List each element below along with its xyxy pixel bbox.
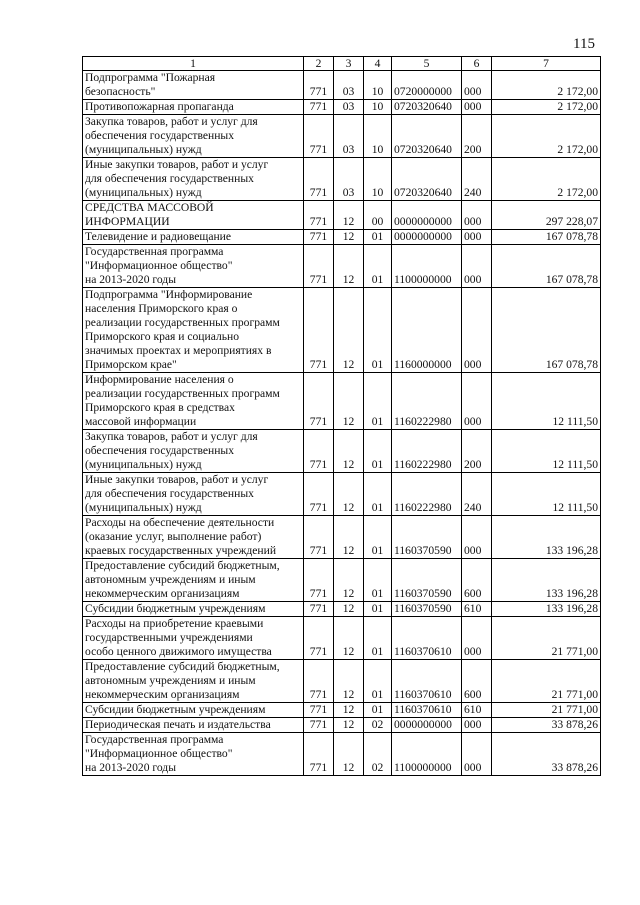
section-code-cell: 12 [334, 373, 364, 430]
item-name-cell: Подпрограмма "Информирование населения Приморского края о реализации государственных программ Приморского края и социально значимых проектах и мероприятиях в Приморском крае" [83, 288, 304, 373]
table-row [83, 602, 601, 617]
target-article-code-cell: 0000000000 [392, 230, 462, 245]
item-name-cell: СРЕДСТВА МАССОВОЙ ИНФОРМАЦИИ [83, 201, 304, 230]
ministry-code-cell: 771 [304, 660, 334, 703]
table-row [83, 115, 601, 158]
expense-type-code-cell: 600 [462, 660, 492, 703]
expense-type-code-cell: 000 [462, 718, 492, 733]
item-name-cell: Государственная программа "Информационное общество" на 2013-2020 годы [83, 733, 304, 776]
table-row [83, 245, 601, 288]
amount-cell: 133 196,28 [492, 602, 601, 617]
expense-type-code-cell: 000 [462, 230, 492, 245]
table-row [83, 733, 601, 776]
subsection-code-cell: 01 [364, 516, 392, 559]
section-code-cell: 12 [334, 718, 364, 733]
page-number: 115 [573, 36, 595, 52]
target-article-code-cell: 0720320640 [392, 115, 462, 158]
subsection-code-cell: 01 [364, 473, 392, 516]
item-name-cell: Телевидение и радиовещание [83, 230, 304, 245]
item-name-cell: Закупка товаров, работ и услуг для обеспечения государственных (муниципальных) нужд [83, 115, 304, 158]
expense-type-code-cell: 000 [462, 71, 492, 100]
column-header-6: 6 [462, 57, 492, 71]
subsection-code-cell: 10 [364, 115, 392, 158]
ministry-code-cell: 771 [304, 288, 334, 373]
target-article-code-cell: 1160222980 [392, 430, 462, 473]
item-name-cell: Предоставление субсидий бюджетным, автономным учреждениям и иным некоммерческим организациям [83, 559, 304, 602]
subsection-code-cell: 01 [364, 288, 392, 373]
target-article-code-cell: 1100000000 [392, 245, 462, 288]
amount-cell: 33 878,26 [492, 733, 601, 776]
table-row [83, 617, 601, 660]
subsection-code-cell: 01 [364, 230, 392, 245]
table-row [83, 430, 601, 473]
section-code-cell: 12 [334, 703, 364, 718]
table-row [83, 559, 601, 602]
ministry-code-cell: 771 [304, 559, 334, 602]
amount-cell: 21 771,00 [492, 617, 601, 660]
target-article-code-cell: 0000000000 [392, 718, 462, 733]
expense-type-code-cell: 200 [462, 115, 492, 158]
item-name-cell: Информирование населения о реализации государственных программ Приморского края в средствах массовой информации [83, 373, 304, 430]
table-row [83, 718, 601, 733]
target-article-code-cell: 0000000000 [392, 201, 462, 230]
section-code-cell: 12 [334, 473, 364, 516]
column-header-7: 7 [492, 57, 601, 71]
expense-type-code-cell: 000 [462, 373, 492, 430]
amount-cell: 2 172,00 [492, 115, 601, 158]
subsection-code-cell: 01 [364, 559, 392, 602]
ministry-code-cell: 771 [304, 617, 334, 660]
ministry-code-cell: 771 [304, 602, 334, 617]
amount-cell: 2 172,00 [492, 158, 601, 201]
subsection-code-cell: 01 [364, 373, 392, 430]
column-header-1: 1 [83, 57, 304, 71]
item-name-cell: Подпрограмма "Пожарная безопасность" [83, 71, 304, 100]
item-name-cell: Государственная программа "Информационное общество" на 2013-2020 годы [83, 245, 304, 288]
amount-cell: 21 771,00 [492, 703, 601, 718]
amount-cell: 167 078,78 [492, 230, 601, 245]
target-article-code-cell: 0720000000 [392, 71, 462, 100]
section-code-cell: 12 [334, 201, 364, 230]
section-code-cell: 12 [334, 288, 364, 373]
item-name-cell: Закупка товаров, работ и услуг для обеспечения государственных (муниципальных) нужд [83, 430, 304, 473]
item-name-cell: Противопожарная пропаганда [83, 100, 304, 115]
table-row [83, 373, 601, 430]
amount-cell: 2 172,00 [492, 100, 601, 115]
ministry-code-cell: 771 [304, 158, 334, 201]
section-code-cell: 03 [334, 158, 364, 201]
amount-cell: 167 078,78 [492, 288, 601, 373]
item-name-cell: Периодическая печать и издательства [83, 718, 304, 733]
ministry-code-cell: 771 [304, 201, 334, 230]
amount-cell: 2 172,00 [492, 71, 601, 100]
target-article-code-cell: 1160370610 [392, 703, 462, 718]
expense-type-code-cell: 200 [462, 430, 492, 473]
section-code-cell: 03 [334, 115, 364, 158]
ministry-code-cell: 771 [304, 71, 334, 100]
expense-type-code-cell: 610 [462, 602, 492, 617]
section-code-cell: 12 [334, 660, 364, 703]
budget-table [82, 56, 601, 776]
expense-type-code-cell: 000 [462, 516, 492, 559]
amount-cell: 21 771,00 [492, 660, 601, 703]
amount-cell: 12 111,50 [492, 430, 601, 473]
target-article-code-cell: 1160370590 [392, 602, 462, 617]
expense-type-code-cell: 600 [462, 559, 492, 602]
target-article-code-cell: 0720320640 [392, 100, 462, 115]
ministry-code-cell: 771 [304, 473, 334, 516]
section-code-cell: 12 [334, 733, 364, 776]
item-name-cell: Расходы на обеспечение деятельности (оказание услуг, выполнение работ) краевых государственных учреждений [83, 516, 304, 559]
subsection-code-cell: 01 [364, 617, 392, 660]
ministry-code-cell: 771 [304, 245, 334, 288]
expense-type-code-cell: 000 [462, 617, 492, 660]
item-name-cell: Иные закупки товаров, работ и услуг для обеспечения государственных (муниципальных) нужд [83, 158, 304, 201]
table-row [83, 158, 601, 201]
table-row [83, 660, 601, 703]
section-code-cell: 12 [334, 617, 364, 660]
section-code-cell: 12 [334, 230, 364, 245]
subsection-code-cell: 01 [364, 602, 392, 617]
section-code-cell: 12 [334, 559, 364, 602]
target-article-code-cell: 1160370610 [392, 660, 462, 703]
target-article-code-cell: 0720320640 [392, 158, 462, 201]
ministry-code-cell: 771 [304, 373, 334, 430]
target-article-code-cell: 1160370590 [392, 516, 462, 559]
subsection-code-cell: 10 [364, 100, 392, 115]
section-code-cell: 03 [334, 71, 364, 100]
column-header-2: 2 [304, 57, 334, 71]
subsection-code-cell: 10 [364, 158, 392, 201]
subsection-code-cell: 01 [364, 703, 392, 718]
amount-cell: 33 878,26 [492, 718, 601, 733]
table-row [83, 100, 601, 115]
item-name-cell: Субсидии бюджетным учреждениям [83, 602, 304, 617]
expense-type-code-cell: 000 [462, 245, 492, 288]
expense-type-code-cell: 000 [462, 201, 492, 230]
subsection-code-cell: 00 [364, 201, 392, 230]
item-name-cell: Субсидии бюджетным учреждениям [83, 703, 304, 718]
subsection-code-cell: 02 [364, 733, 392, 776]
section-code-cell: 03 [334, 100, 364, 115]
ministry-code-cell: 771 [304, 718, 334, 733]
item-name-cell: Предоставление субсидий бюджетным, автономным учреждениям и иным некоммерческим организациям [83, 660, 304, 703]
ministry-code-cell: 771 [304, 115, 334, 158]
section-code-cell: 12 [334, 516, 364, 559]
ministry-code-cell: 771 [304, 703, 334, 718]
subsection-code-cell: 01 [364, 430, 392, 473]
item-name-cell: Иные закупки товаров, работ и услуг для обеспечения государственных (муниципальных) нужд [83, 473, 304, 516]
amount-cell: 12 111,50 [492, 373, 601, 430]
expense-type-code-cell: 610 [462, 703, 492, 718]
subsection-code-cell: 01 [364, 245, 392, 288]
column-header-5: 5 [392, 57, 462, 71]
expense-type-code-cell: 240 [462, 473, 492, 516]
table-row [83, 71, 601, 100]
expense-type-code-cell: 240 [462, 158, 492, 201]
subsection-code-cell: 10 [364, 71, 392, 100]
column-header-3: 3 [334, 57, 364, 71]
table-row [83, 703, 601, 718]
ministry-code-cell: 771 [304, 100, 334, 115]
ministry-code-cell: 771 [304, 430, 334, 473]
table-row [83, 473, 601, 516]
ministry-code-cell: 771 [304, 230, 334, 245]
item-name-cell: Расходы на приобретение краевыми государственными учреждениями особо ценного движимого имущества [83, 617, 304, 660]
subsection-code-cell: 02 [364, 718, 392, 733]
expense-type-code-cell: 000 [462, 288, 492, 373]
table-row [83, 230, 601, 245]
amount-cell: 133 196,28 [492, 559, 601, 602]
table-row [83, 288, 601, 373]
amount-cell: 297 228,07 [492, 201, 601, 230]
section-code-cell: 12 [334, 602, 364, 617]
expense-type-code-cell: 000 [462, 733, 492, 776]
section-code-cell: 12 [334, 245, 364, 288]
table-row [83, 516, 601, 559]
target-article-code-cell: 1160222980 [392, 473, 462, 516]
amount-cell: 133 196,28 [492, 516, 601, 559]
expense-type-code-cell: 000 [462, 100, 492, 115]
header-row [83, 57, 601, 71]
target-article-code-cell: 1160370590 [392, 559, 462, 602]
target-article-code-cell: 1160370610 [392, 617, 462, 660]
amount-cell: 167 078,78 [492, 245, 601, 288]
target-article-code-cell: 1160222980 [392, 373, 462, 430]
section-code-cell: 12 [334, 430, 364, 473]
ministry-code-cell: 771 [304, 733, 334, 776]
ministry-code-cell: 771 [304, 516, 334, 559]
amount-cell: 12 111,50 [492, 473, 601, 516]
subsection-code-cell: 01 [364, 660, 392, 703]
column-header-4: 4 [364, 57, 392, 71]
target-article-code-cell: 1100000000 [392, 733, 462, 776]
table-row [83, 201, 601, 230]
target-article-code-cell: 1160000000 [392, 288, 462, 373]
